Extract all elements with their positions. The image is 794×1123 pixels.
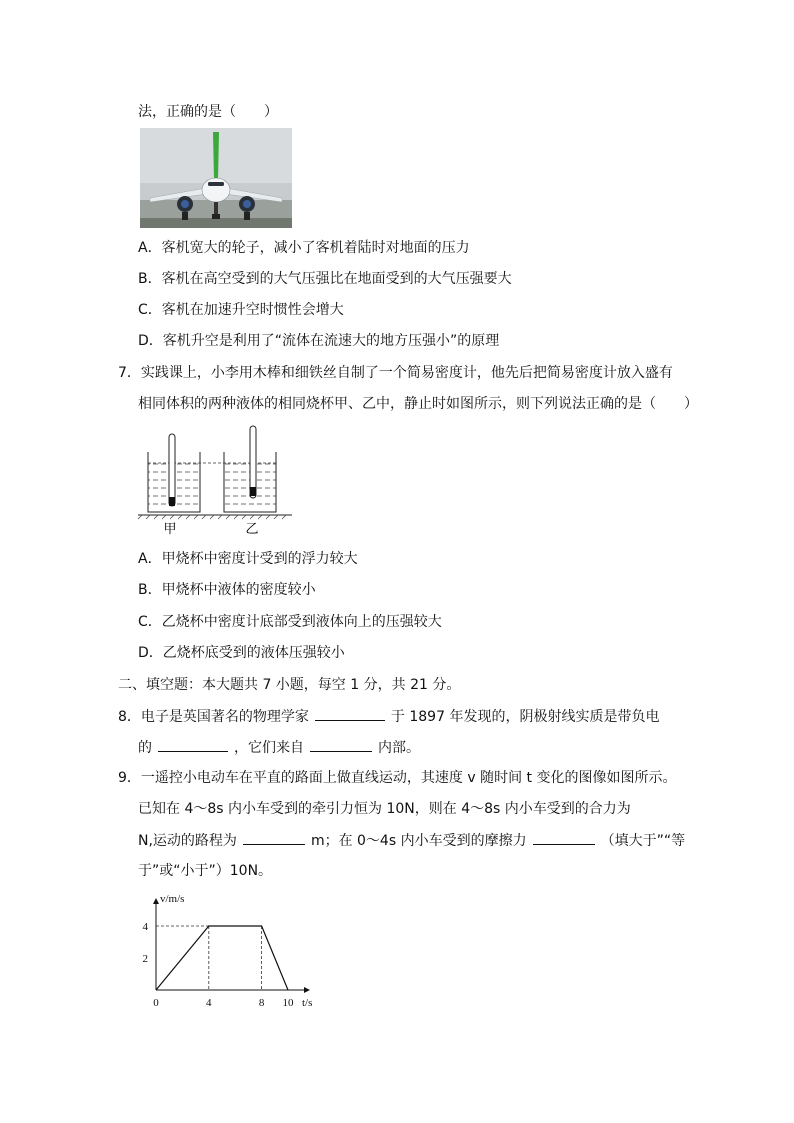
label-jia: 甲 <box>163 522 177 537</box>
q9-line4: 于”或“小于”）10N。 <box>138 863 273 879</box>
q7-option-a: A．甲烧杯中密度计受到的浮力较大 <box>138 551 358 567</box>
q6-stem-tail: 法，正确的是（ ） <box>138 104 278 120</box>
x-tick-label: 10 <box>282 997 294 1009</box>
section-heading: 二、填空题：本大题共 7 小题，每空 1 分，共 21 分。 <box>118 677 461 693</box>
q7-option-c: C．乙烧杯中密度计底部受到液体向上的压强较大 <box>138 614 442 630</box>
q9-blank-path[interactable] <box>243 830 305 845</box>
q6-option-a: A．客机宽大的轮子，减小了客机着陆时对地面的压力 <box>138 240 470 256</box>
q9-line2: 已知在 4～8s 内小车受到的牵引力恒为 10N，则在 4～8s 内小车受到的合力为 <box>138 801 631 817</box>
q8-text-e: 内部。 <box>378 740 420 756</box>
x-tick-label: 8 <box>258 997 265 1009</box>
q6-option-b: B．客机在高空受到的大气压强比在地面受到的大气压强要大 <box>138 271 512 287</box>
q7-stem-line1: 7．实践课上，小李用木棒和细铁丝自制了一个简易密度计，他先后把简易密度计放入盛有 <box>118 365 673 381</box>
velocity-time-chart <box>136 888 326 1012</box>
q8-text-b: 于 1897 年发现的，阴极射线实质是带负电 <box>390 709 660 725</box>
velocity-series-line <box>156 926 288 990</box>
airplane-photo <box>140 128 292 228</box>
y-tick-label: 2 <box>142 953 148 965</box>
x-axis-arrow <box>304 987 310 993</box>
q8-blank-2[interactable] <box>158 737 228 752</box>
y-tick-label: 4 <box>142 921 148 933</box>
q8-text-a: 8．电子是英国著名的物理学家 <box>118 709 309 725</box>
q9-blank-friction[interactable] <box>533 830 595 845</box>
y-axis-label: v/m/s <box>160 893 185 905</box>
x-tick-label: 0 <box>153 997 159 1009</box>
q8-line1 <box>118 706 659 727</box>
label-yi: 乙 <box>245 522 259 537</box>
beakers-figure <box>136 420 296 538</box>
q7-option-d: D．乙烧杯底受到的液体压强较小 <box>138 645 345 661</box>
q9-text-b: m；在 0～4s 内小车受到的摩擦力 <box>310 833 527 849</box>
q6-option-d: D．客机升空是利用了“流体在流速大的地方压强小”的原理 <box>138 333 500 349</box>
beaker-yi <box>224 426 276 512</box>
q9-text-a: N,运动的路程为 <box>138 833 237 849</box>
q8-text-c: 的 <box>138 740 152 756</box>
q8-blank-1[interactable] <box>315 706 385 721</box>
q9-line3 <box>138 830 685 851</box>
q7-option-b: B．甲烧杯中液体的密度较小 <box>138 582 316 598</box>
q8-line2 <box>138 737 420 758</box>
q8-text-d: ，它们来自 <box>234 740 304 756</box>
q6-option-c: C．客机在加速升空时惯性会增大 <box>138 302 344 318</box>
q9-text-c: （填大于”“等 <box>600 833 686 849</box>
y-axis-arrow <box>153 898 159 904</box>
q7-stem-line2: 相同体积的两种液体的相同烧杯甲、乙中，静止时如图所示，则下列说法正确的是（ ） <box>138 396 698 412</box>
q8-blank-3[interactable] <box>310 737 372 752</box>
q9-line1: 9．一遥控小电动车在平直的路面上做直线运动，其速度 v 随时间 t 变化的图像如图所示。 <box>118 770 677 786</box>
x-tick-label: 4 <box>206 997 212 1009</box>
beaker-jia <box>148 434 200 512</box>
x-axis-label: t/s <box>302 997 313 1009</box>
